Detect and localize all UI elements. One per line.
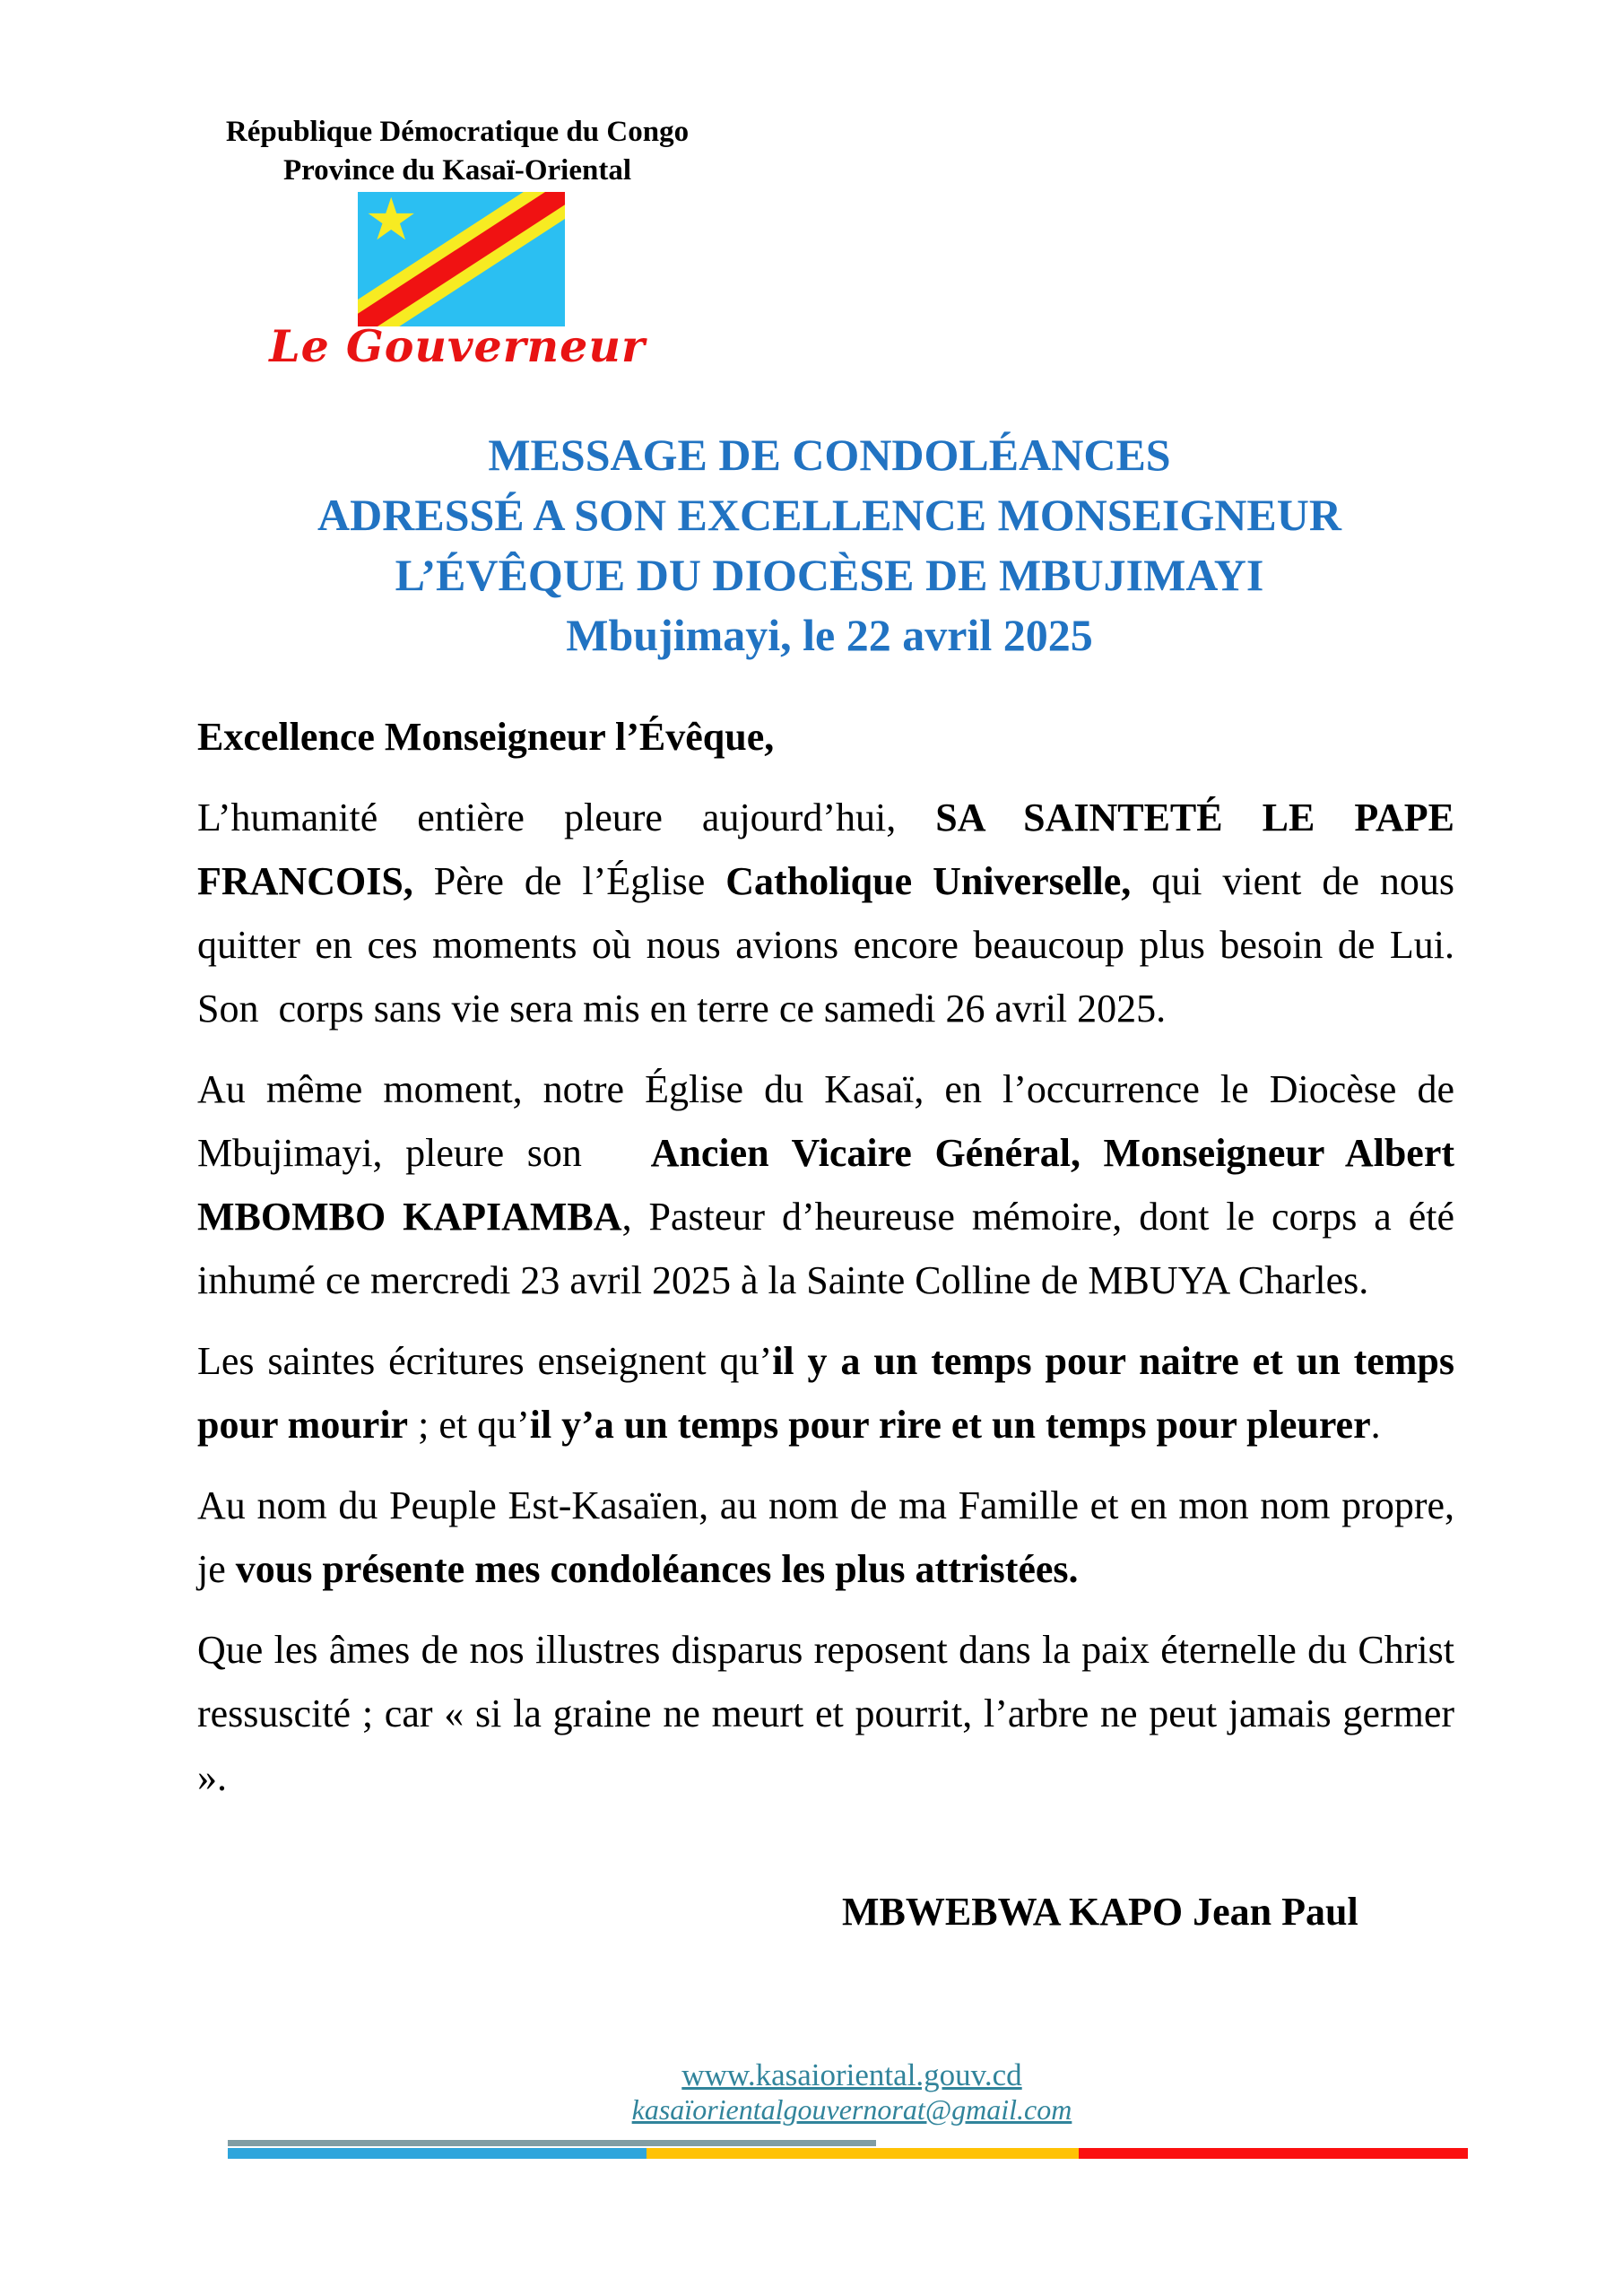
text-run: , Pasteur d’heureuse mémoire, dont le corps a été inhumé ce mercredi 23 avril 2025 à la Sainte Colline de MBUYA Charles. (197, 1195, 1454, 1302)
text-run: Père de l’Église (412, 859, 726, 903)
footer-bar-yellow-segment (647, 2148, 1079, 2159)
footer-bar-blue-segment (228, 2148, 647, 2159)
bold-text-run: vous présente mes condoléances les plus attristées. (235, 1547, 1079, 1591)
signature-name: MBWEBWA KAPO Jean Paul (842, 1890, 1358, 1934)
paragraph (197, 1057, 1454, 1312)
bold-text-run: Catholique Universelle, (725, 859, 1132, 903)
text-run: ; et qu’ (408, 1403, 530, 1447)
paragraph (197, 786, 1454, 1040)
text-run: Les saintes écritures enseignent qu’ (197, 1339, 773, 1383)
bold-text-run: Ancien Vicaire Général, Monseigneur Albert MBOMBO KAPIAMBA (197, 1131, 1454, 1239)
title-line-2: ADRESSÉ A SON EXCELLENCE MONSEIGNEUR (317, 490, 1341, 540)
title-line-4: Mbujimayi, le 22 avril 2025 (566, 610, 1093, 660)
bold-text-run: SA SAINTETÉ LE PAPE FRANCOIS, (197, 796, 1454, 903)
text-run: Au même moment, notre Église du Kasaï, en l’occurrence le Diocèse de Mbujimayi, pleure son (197, 1067, 1454, 1175)
footer-bar-red-segment (1079, 2148, 1468, 2159)
footer-contact (197, 2057, 1506, 2126)
bold-text-run: il y a un temps pour naitre et un temps pour mourir (197, 1339, 1454, 1447)
province-name: Province du Kasaï-Oriental (282, 154, 632, 187)
bold-text-run: Excellence Monseigneur l’Évêque, (197, 715, 775, 759)
footer-tricolor-bar (228, 2148, 1468, 2159)
text-run: Au nom du Peuple Est-Kasaïen, au nom de ma Famille et en mon nom propre, je (197, 1483, 1454, 1591)
website-link[interactable]: www.kasaioriental.gouv.cd (681, 2057, 1022, 2092)
governor-script-label: Le Gouverneur (269, 320, 646, 372)
title-line-1: MESSAGE DE CONDOLÉANCES (488, 430, 1171, 480)
paragraph (197, 1618, 1454, 1809)
text-run: Que les âmes de nos illustres disparus reposent dans la paix éternelle du Christ ressuscité ; car « si la graine ne meurt et pourrit, l’arbre ne peut jamais germer ». (197, 1628, 1454, 1799)
footer-accent-line (228, 2140, 876, 2146)
bold-text-run: il y’a un temps pour rire et un temps pour pleurer (529, 1403, 1371, 1447)
email-link[interactable]: kasaïorientalgouvernorat@gmail.com (631, 2093, 1072, 2126)
paragraph (197, 1474, 1454, 1601)
document-title (85, 425, 1574, 665)
country-name: République Démocratique du Congo (225, 116, 690, 148)
paragraph (197, 1329, 1454, 1457)
title-line-3: L’ÉVÊQUE DU DIOCÈSE DE MBUJIMAYI (395, 550, 1264, 600)
letter-body (197, 705, 1454, 1826)
text-run: L’humanité entière pleure aujourd’hui, (197, 796, 936, 839)
drc-flag-image (358, 192, 565, 326)
text-run: . (1370, 1403, 1381, 1447)
paragraph (197, 705, 1454, 769)
text-run: qui vient de nous quitter en ces moments où nous avions encore beaucoup plus besoin de Lui. Son corps sans vie sera mis en terre ce samedi 26 avril 2025. (197, 859, 1455, 1031)
letterhead (197, 113, 717, 190)
